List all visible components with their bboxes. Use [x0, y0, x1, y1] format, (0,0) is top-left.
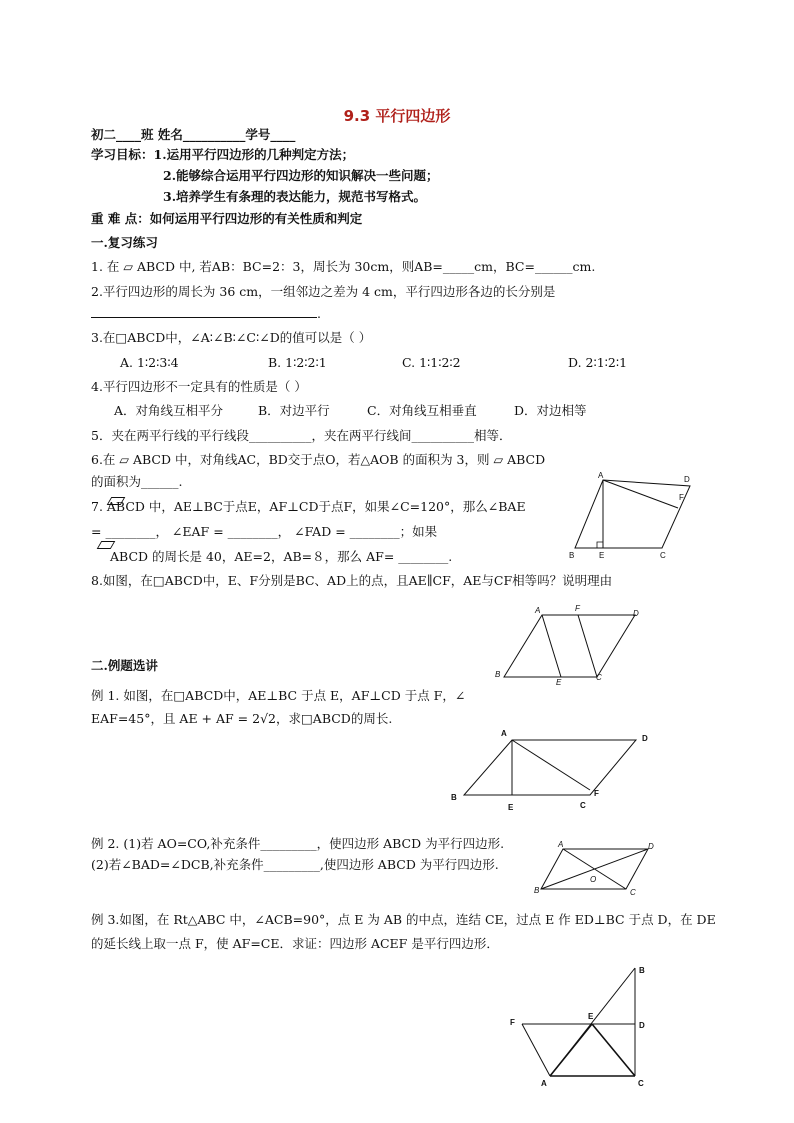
objective-item: 2.能够综合运用平行四边形的知识解决一些问题； — [163, 168, 439, 183]
point-label: C — [596, 673, 602, 682]
example-2: 例 2. (1)若 AO=CO,补充条件_________，使四边形 ABCD 为平行四边形. — [91, 836, 505, 851]
point-label: C — [630, 888, 636, 897]
point-label: F — [594, 789, 599, 798]
point-label: F — [575, 604, 580, 613]
point-label: F — [510, 1018, 515, 1027]
example-1-cont: EAF=45°，且 AE + AF = 2√2，求□ABCD的周长. — [91, 711, 393, 726]
option-b: B. 1∶2∶2∶1 — [268, 355, 327, 370]
point-label: F — [679, 493, 684, 502]
point-label: D — [648, 842, 654, 851]
example-3-cont: 的延长线上取一点 F，使 AF=CE．求证：四边形 ACEF 是平行四边形． — [91, 936, 499, 951]
ex1-figure — [448, 725, 658, 817]
option-a: A. 1∶2∶3∶4 — [120, 355, 179, 370]
objective-item: 3.培养学生有条理的表达能力，规范书写格式。 — [163, 189, 427, 204]
answer-blank: . — [91, 305, 321, 322]
question-7-cont: ABCD 的周长是 40，AE=2，AB=８，那么 AF= ________. — [110, 549, 453, 564]
section-heading: 一.复习练习 — [91, 235, 158, 250]
option-b: B．对边平行 — [258, 403, 330, 418]
point-label: D — [684, 475, 690, 484]
question-4: 4.平行四边形不一定具有的性质是（ ） — [91, 379, 307, 394]
point-label: C — [580, 801, 586, 810]
question-6: 6.在 ▱ ABCD 中，对角线AC，BD交于点O，若△AOB 的面积为 3，则 ▱ ABCD — [91, 452, 546, 467]
q8-figure — [490, 600, 650, 690]
question-7: 7. ABCD 中，AE⊥BC于点E，AF⊥CD于点F，如果∠C=120°，那么∠BAE — [91, 499, 526, 514]
point-label: A — [501, 729, 507, 738]
option-d: D．对边相等 — [514, 403, 587, 418]
parallelogram-icon — [97, 541, 116, 549]
header-line: 初二____班 姓名__________学号____ — [91, 127, 296, 142]
point-label: A — [535, 606, 541, 615]
example-1: 例 1. 如图，在□ABCD中，AE⊥BC 于点 E，AF⊥CD 于点 F，∠ — [91, 688, 466, 703]
option-c: C. 1∶1∶2∶2 — [402, 355, 461, 370]
point-label: B — [639, 966, 645, 975]
point-label: D — [633, 609, 639, 618]
page-title: 9.3 平行四边形 — [343, 107, 451, 125]
ex3-figure — [505, 958, 665, 1090]
point-label: E — [588, 1012, 594, 1021]
point-label: B — [451, 793, 457, 802]
point-label: D — [639, 1021, 645, 1030]
question-8: 8.如图，在□ABCD中，E、F分别是BC、AD上的点，且AE∥CF，AE与CF相等吗？说明理由 — [91, 573, 613, 588]
question-2: 2.平行四边形的周长为 36 cm，一组邻边之差为 4 cm，平行四边形各边的长分别是 — [91, 284, 556, 299]
point-label: D — [642, 734, 648, 743]
objectives-label: 学习目标： — [91, 147, 154, 162]
key-points: 重 难 点：如何运用平行四边形的有关性质和判定 — [91, 211, 363, 226]
point-label: C — [638, 1079, 644, 1088]
example-3: 例 3.如图，在 Rt△ABC 中，∠ACB=90°，点 E 为 AB 的中点，连结 CE，过点 E 作 ED⊥BC 于点 D，在 DE — [91, 912, 716, 927]
option-c: C．对角线互相垂直 — [367, 403, 477, 418]
option-d: D. 2∶1∶2∶1 — [568, 355, 628, 370]
question-5: 5．夹在两平行线的平行线段__________，夹在两平行线间__________相等． — [91, 428, 512, 443]
point-label: C — [660, 551, 666, 560]
option-a: A．对角线互相平分 — [114, 403, 224, 418]
point-label: B — [534, 886, 540, 895]
example-2-cont: (2)若∠BAD=∠DCB,补充条件_________,使四边形 ABCD 为平行四边形. — [91, 857, 499, 872]
point-label: O — [590, 875, 597, 884]
point-label: B — [569, 551, 575, 560]
question-6-cont: 的面积为______. — [91, 474, 183, 489]
q7-figure — [568, 472, 698, 562]
question-7-cont: = ________， ∠EAF = ________， ∠FAD = ________；如果 — [91, 524, 438, 539]
point-label: A — [558, 840, 564, 849]
objectives-line-1 — [91, 147, 354, 163]
point-label: A — [541, 1079, 547, 1088]
point-label: B — [495, 670, 501, 679]
objective-item: 1.运用平行四边形的几种判定方法； — [153, 147, 355, 162]
question-1: 1. 在 ▱ ABCD 中, 若AB：BC=2：3，周长为 30cm，则AB=_____cm，BC=______cm. — [91, 259, 596, 274]
ex2-figure — [530, 836, 665, 900]
question-3: 3.在□ABCD中，∠A∶∠B∶∠C∶∠D的值可以是（ ） — [91, 330, 372, 345]
point-label: E — [508, 803, 514, 812]
point-label: E — [599, 551, 605, 560]
point-label: E — [556, 678, 562, 687]
point-label: A — [598, 472, 604, 480]
section-heading: 二.例题选讲 — [91, 658, 158, 673]
